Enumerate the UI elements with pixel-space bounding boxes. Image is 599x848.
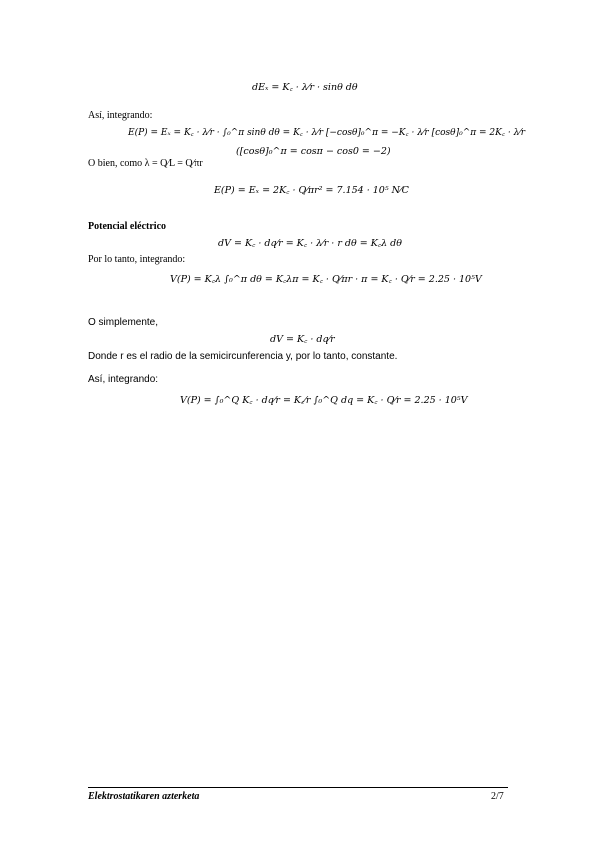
text-o-simplemente: O simplemente, xyxy=(88,317,159,328)
footer-divider xyxy=(88,787,508,788)
equation-V-integral: V(P) = K꜀λ ∫₀^π dθ = K꜀λπ = K꜀ · Q⁄πr · π = K꜀ · Q⁄r = 2.25 · 10⁵V xyxy=(170,274,482,285)
equation-dV2: dV = K꜀ · dq⁄r xyxy=(270,334,335,345)
footer-page-number: 2/7 xyxy=(491,791,504,802)
equation-E-integral: E(P) = Eₓ = K꜀ · λ⁄r · ∫₀^π sinθ dθ = K꜀ · λ⁄r [−cosθ]₀^π = −K꜀ · λ⁄r [cosθ]₀^π = 2K꜀ · λ⁄r xyxy=(128,128,526,138)
text-o-bien: O bien, como λ = Q⁄L = Q⁄πr xyxy=(88,158,203,169)
equation-V-integral-2: V(P) = ∫₀^Q K꜀ · dq⁄r = K꜀⁄r ∫₀^Q dq = K꜀ · Q⁄r = 2.25 · 10⁵V xyxy=(180,395,468,406)
text-por-lo-tanto: Por lo tanto, integrando: xyxy=(88,254,186,265)
equation-dEx: dEₓ = K꜀ · λ⁄r · sinθ dθ xyxy=(252,82,358,93)
equation-cos-note: ([cosθ]₀^π = cosπ − cos0 = −2) xyxy=(236,146,391,157)
section-heading-potencial: Potencial eléctrico xyxy=(88,221,167,232)
text-asi-integrando-2: Así, integrando: xyxy=(88,374,159,385)
text-donde: Donde r es el radio de la semicircunferencia y, por lo tanto, constante. xyxy=(88,351,398,362)
equation-dV: dV = K꜀ · dq⁄r = K꜀ · λ⁄r · r dθ = K꜀λ dθ xyxy=(218,238,402,249)
equation-E-result: E(P) = Eₓ = 2K꜀ · Q⁄πr² = 7.154 · 10⁵ N⁄C xyxy=(214,185,409,196)
footer-title: Elektrostatikaren azterketa xyxy=(88,791,200,802)
text-asi-integrando: Así, integrando: xyxy=(88,110,153,121)
